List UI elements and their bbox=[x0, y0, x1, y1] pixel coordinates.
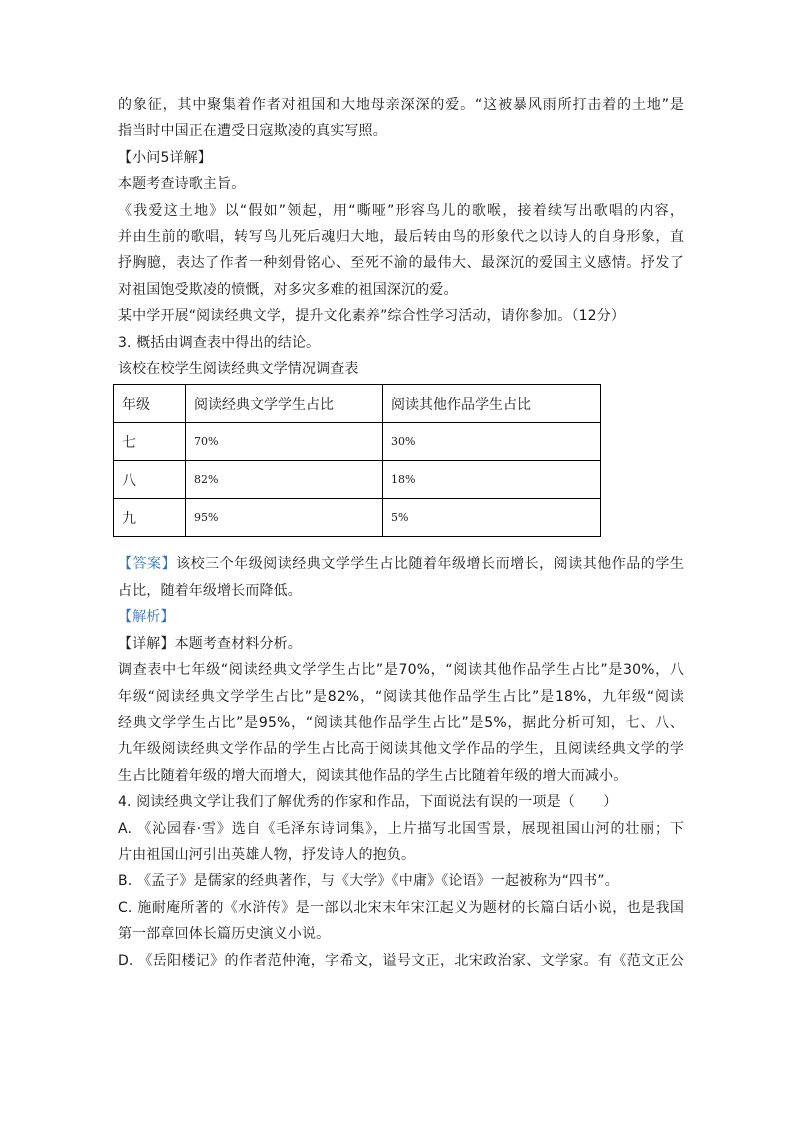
option-a-line-2: 片由祖国山河引出英雄人物，抒发诗人的抱负。 bbox=[118, 846, 416, 863]
table-title: 该校在校学生阅读经典文学情况调查表 bbox=[118, 361, 359, 378]
detail-line-2: 调查表中七年级“阅读经典文学学生占比”是70%，“阅读其他作品学生占比”是30%，八 bbox=[118, 662, 684, 679]
intro-line-1: 的象征，其中聚集着作者对祖国和大地母亲深深的爱。“这被暴风雨所打击着的土地”是 bbox=[118, 97, 684, 113]
option-c-line-1: C. 施耐庵所著的《水浒传》是一部以北宋末年宋江起义为题材的长篇白话小说，也是我国 bbox=[118, 899, 684, 916]
survey-table bbox=[113, 384, 601, 537]
q5-heading: 【小问5详解】 bbox=[118, 149, 212, 166]
answer-line-1 bbox=[118, 551, 684, 577]
detail-line-3: 年级“阅读经典文学学生占比”是82%，“阅读其他作品学生占比”是18%，九年级“阅读 bbox=[118, 688, 684, 705]
option-a-line-1: A. 《沁园春·雪》选自《毛泽东诗词集》，上片描写北国雪景，展现祖国山河的壮丽；下 bbox=[118, 820, 684, 837]
answer-line-2: 占比，随着年级增长而降低。 bbox=[118, 582, 302, 599]
detail-line-4: 经典文学学生占比”是95%，“阅读其他作品学生占比”是5%，据此分析可知，七、八、 bbox=[118, 714, 684, 731]
document-page bbox=[118, 92, 684, 974]
table-row bbox=[114, 423, 601, 461]
cell-grade: 八 bbox=[114, 461, 186, 499]
cell-classic: 82% bbox=[186, 461, 383, 499]
option-b: B. 《孟子》是儒家的经典著作，与《大学》《中庸》《论语》一起被称为“四书”。 bbox=[118, 873, 619, 890]
detail-line-6: 生占比随着年级的增大而增大，阅读其他作品的学生占比随着年级的增大而减小。 bbox=[118, 767, 628, 784]
answer-tag: 【答案】 bbox=[118, 556, 177, 573]
cell-other: 5% bbox=[383, 499, 601, 537]
table-header-row bbox=[114, 385, 601, 423]
detail-line-1: 【详解】本题考查材料分析。 bbox=[118, 635, 302, 652]
detail-line-5: 九年级阅读经典文学作品的学生占比高于阅读其他文学作品的学生，且阅读经典文学的学 bbox=[118, 741, 684, 758]
answer-text: 该校三个年级阅读经典文学学生占比随着年级增长而增长，阅读其他作品的学生 bbox=[176, 556, 684, 573]
option-d-line-1: D. 《岳阳楼记》的作者范仲淹，字希文，谥号文正，北宋政治家、文学家。有《范文正公 bbox=[118, 952, 684, 969]
analysis-tag: 【解析】 bbox=[118, 609, 175, 626]
cell-other: 30% bbox=[383, 423, 601, 461]
survey-table-wrapper bbox=[113, 384, 684, 537]
table-row bbox=[114, 461, 601, 499]
q5-paragraph-line-1: 《我爱这土地》以“假如”领起，用“嘶哑”形容鸟儿的歌喉，接着续写出歌唱的内容， bbox=[118, 202, 684, 219]
header-classic: 阅读经典文学学生占比 bbox=[186, 385, 383, 423]
activity-intro: 某中学开展“阅读经典文学，提升文化素养”综合性学习活动，请你参加。（12分） bbox=[118, 308, 626, 325]
cell-grade: 七 bbox=[114, 423, 186, 461]
q5-paragraph-line-3: 抒胸臆，表达了作者一种刻骨铭心、至死不渝的最伟大、最深沉的爱国主义感情。抒发了 bbox=[118, 255, 684, 272]
q5-paragraph-line-4: 对祖国饱受欺凌的愤慨，对多灾多难的祖国深沉的爱。 bbox=[118, 281, 458, 298]
option-c-line-2: 第一部章回体长篇历史演义小说。 bbox=[118, 926, 331, 943]
q5-subheading: 本题考查诗歌主旨。 bbox=[118, 176, 246, 193]
header-grade: 年级 bbox=[114, 385, 186, 423]
q3-question: 3. 概括由调查表中得出的结论。 bbox=[118, 334, 321, 351]
q4-question: 4. 阅读经典文学让我们了解优秀的作家和作品，下面说法有误的一项是（ ） bbox=[118, 794, 618, 811]
cell-classic: 95% bbox=[186, 499, 383, 537]
cell-classic: 70% bbox=[186, 423, 383, 461]
cell-other: 18% bbox=[383, 461, 601, 499]
intro-line-2: 指当时中国正在遭受日寇欺凌的真实写照。 bbox=[118, 123, 387, 140]
cell-grade: 九 bbox=[114, 499, 186, 537]
q5-paragraph-line-2: 并由生前的歌唱，转写鸟儿死后魂归大地，最后转由鸟的形象代之以诗人的自身形象，直 bbox=[118, 229, 684, 246]
header-other: 阅读其他作品学生占比 bbox=[383, 385, 601, 423]
table-row bbox=[114, 499, 601, 537]
